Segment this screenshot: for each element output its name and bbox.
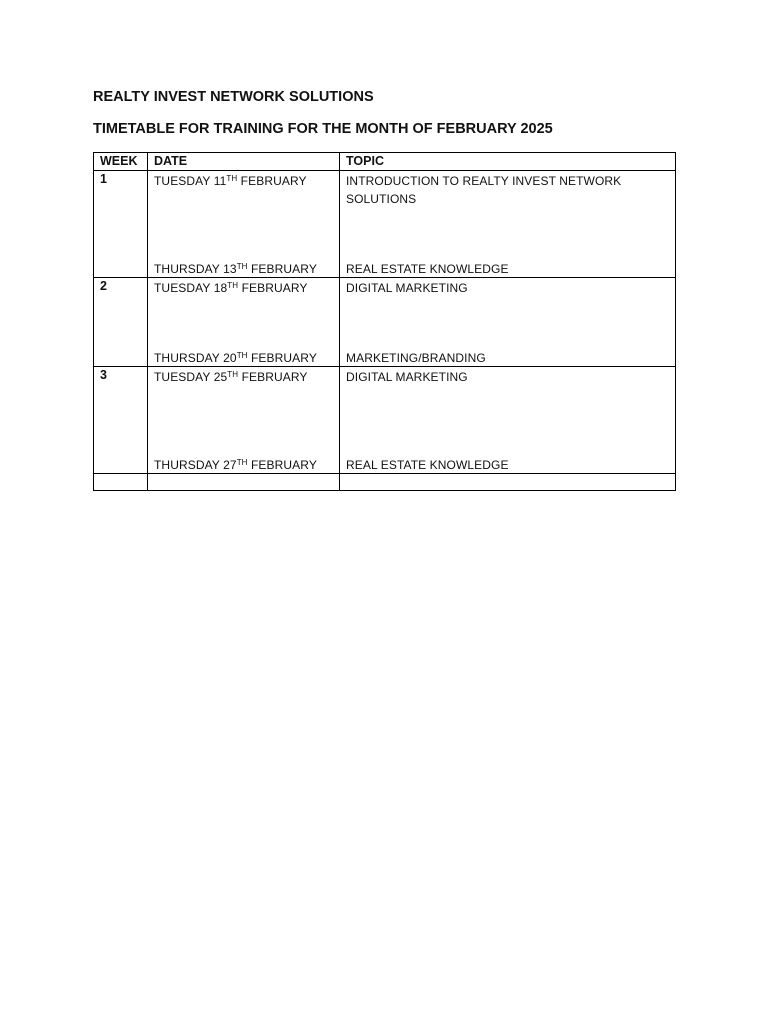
session-date bbox=[154, 172, 335, 190]
empty-cell bbox=[340, 474, 676, 491]
date-month: FEBRUARY bbox=[238, 281, 308, 295]
date-month: FEBRUARY bbox=[247, 351, 317, 365]
topic-cell bbox=[340, 367, 676, 474]
date-suffix: TH bbox=[236, 351, 248, 360]
week-number: 3 bbox=[94, 367, 148, 474]
date-day: THURSDAY 20 bbox=[154, 351, 237, 365]
session-topic: MARKETING/BRANDING bbox=[346, 351, 486, 365]
topic-cell bbox=[340, 278, 676, 367]
session-topic: REAL ESTATE KNOWLEDGE bbox=[346, 262, 509, 276]
table-header-row bbox=[94, 153, 676, 171]
table-row bbox=[94, 171, 676, 278]
date-month: FEBRUARY bbox=[247, 262, 317, 276]
date-cell bbox=[148, 171, 340, 278]
date-month: FEBRUARY bbox=[237, 174, 307, 188]
week-number: 2 bbox=[94, 278, 148, 367]
week-number: 1 bbox=[94, 171, 148, 278]
session-topic: DIGITAL MARKETING bbox=[346, 370, 468, 384]
table-row bbox=[94, 278, 676, 367]
date-day: TUESDAY 25 bbox=[154, 370, 228, 384]
session-date bbox=[154, 368, 335, 386]
session-date bbox=[154, 261, 335, 277]
date-day: TUESDAY 18 bbox=[154, 281, 228, 295]
date-day: TUESDAY 11 bbox=[154, 174, 227, 188]
date-month: FEBRUARY bbox=[238, 370, 308, 384]
session-topic: INTRODUCTION TO REALTY INVEST NETWORK SOLUTIONS bbox=[346, 174, 622, 206]
table-row bbox=[94, 367, 676, 474]
session-date bbox=[154, 457, 335, 473]
date-suffix: TH bbox=[236, 458, 248, 467]
empty-cell bbox=[148, 474, 340, 491]
session-date bbox=[154, 350, 335, 366]
session-topic: REAL ESTATE KNOWLEDGE bbox=[346, 458, 509, 472]
session-date bbox=[154, 279, 335, 297]
timetable bbox=[93, 152, 676, 491]
topic-cell bbox=[340, 171, 676, 278]
document-subheading: TIMETABLE FOR TRAINING FOR THE MONTH OF FEBRUARY 2025 bbox=[93, 121, 553, 137]
document-heading: REALTY INVEST NETWORK SOLUTIONS bbox=[93, 89, 374, 105]
date-day: THURSDAY 13 bbox=[154, 262, 237, 276]
date-month: FEBRUARY bbox=[247, 458, 317, 472]
date-suffix: TH bbox=[227, 370, 239, 379]
column-header-topic: TOPIC bbox=[340, 153, 676, 171]
empty-cell bbox=[94, 474, 148, 491]
date-suffix: TH bbox=[227, 281, 239, 290]
date-cell bbox=[148, 278, 340, 367]
column-header-week: WEEK bbox=[94, 153, 148, 171]
column-header-date: DATE bbox=[148, 153, 340, 171]
date-cell bbox=[148, 367, 340, 474]
date-day: THURSDAY 27 bbox=[154, 458, 237, 472]
date-suffix: TH bbox=[236, 262, 248, 271]
date-suffix: TH bbox=[226, 174, 238, 183]
session-topic: DIGITAL MARKETING bbox=[346, 281, 468, 295]
empty-table-row bbox=[94, 474, 676, 491]
